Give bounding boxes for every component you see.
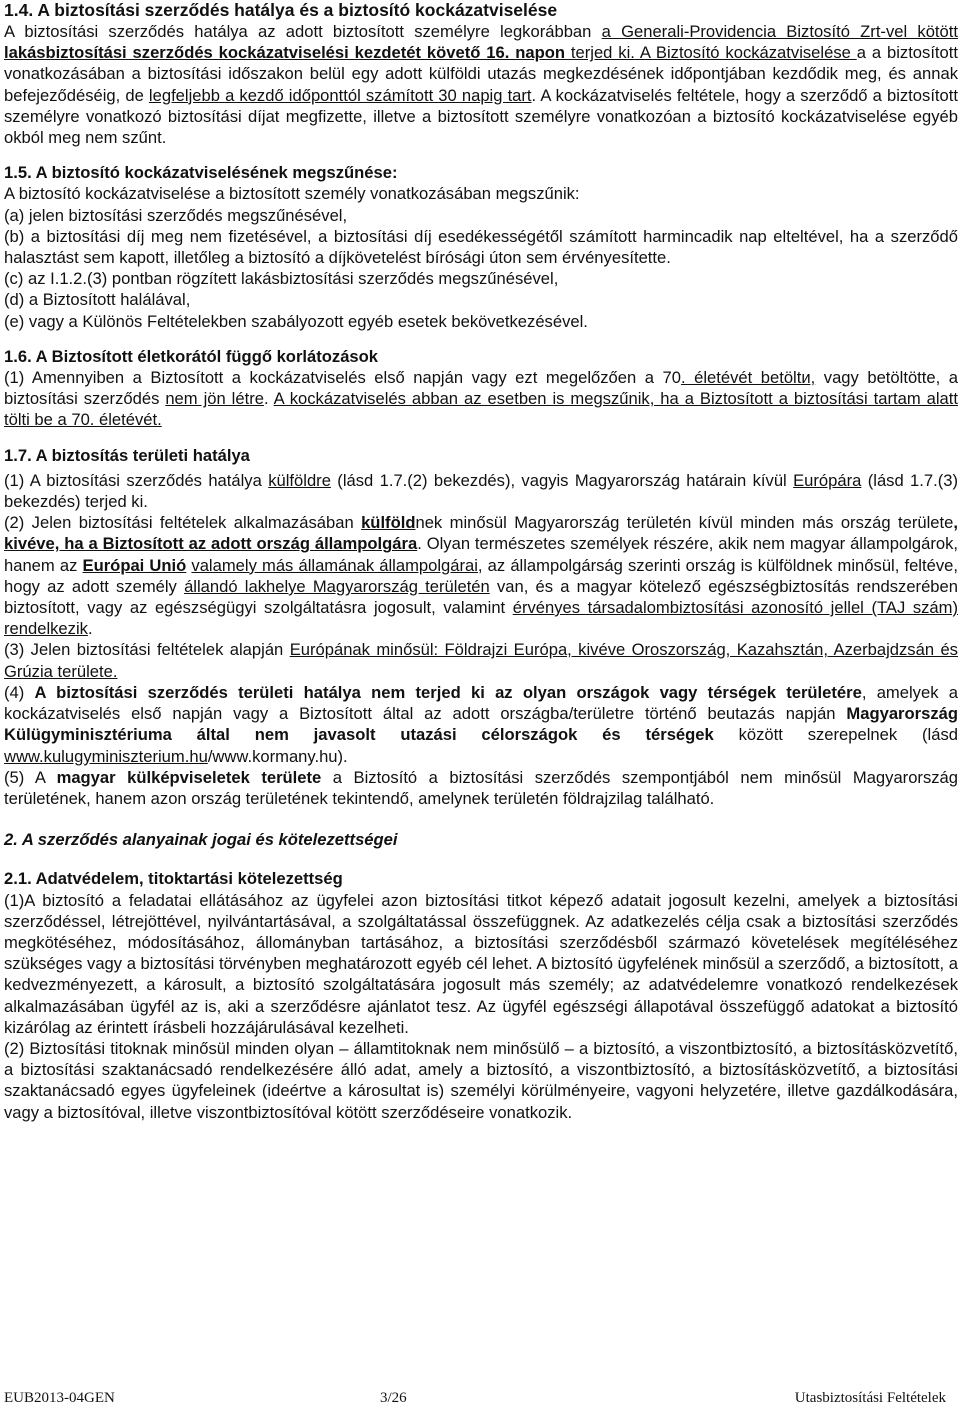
underlined-text: Európának minősül: Földrajzi Európa, kivéve Oroszország, Kazahsztán, Azerbajdzsán és Grúzia területe. [4, 640, 958, 681]
text-run: . Olyan természetes személyek részére, akik nem magyar állampolgárok, hanem az [4, 534, 958, 575]
text-run: (1) Amennyiben a Biztosított a kockázatviselés első napján vagy ezt megelőzően a 70 [4, 368, 681, 388]
underlined-text: A kockázatviselés abban az esetben is megszűnik, ha a Biztosított a biztosítási tartam alatt tölti be a 70. életévét. [4, 389, 958, 430]
section-1-5-line: (d) a Biztosított halálával, [4, 290, 191, 310]
section-1-5-line: (a) jelen biztosítási szerződés megszűnésével, [4, 205, 348, 225]
section-2-heading: 2. A szerződés alanyainak jogai és kötelezettségei [4, 830, 398, 850]
bold-text: Magyarország Külügyminisztériuma által nem javasolt utazási célországok és térségek [4, 704, 958, 745]
underlined-text: nem jön létre [165, 389, 264, 409]
underlined-text: érvényes társadalombiztosítási azonosító jellel (TAJ szám) rendelkezik [4, 598, 958, 639]
document-page [4, 0, 958, 1380]
footer-document-code: EUB2013-04GEN [4, 1390, 115, 1406]
section-2-1-paragraph-2: (2) Biztosítási titoknak minősül minden olyan – államtitoknak nem minősülő – a biztosító, a viszontbiztosító, a biztosításközvetítő, a biztosítási szaktanácsadó rendelkezésére álló adat, amely a biztosító, a viszontbiztosító, a biztosításközvetítő, a biztosítási szaktanácsadó egyes ügyfeleinek (ideértve a károsultat is) személyi körülményeire, vagyoni helyzetére, illetve gazdálkodására, vagy a biztosítóval, illetve viszontbiztosítóval kötött szerződéseire vonatkozik. [4, 1038, 958, 1122]
footer-page-number: 3/26 [380, 1390, 407, 1406]
bold-underlined-text: lakásbiztosítási szerződés kockázatviselési kezdetét követő 16. napon [4, 43, 566, 63]
section-1-5-line: (b) a biztosítási díj meg nem fizetésével, a biztosítási díj esedékességétől számított harmincadik nap elteltével, ha a szerződő halasztást sem kapott, illetőleg a biztosító a díjkövetelést bírósági úton sem érvényesítette. [4, 226, 958, 268]
text-run: (1) A biztosítási szerződés hatálya [4, 470, 269, 490]
section-1-7-paragraph-3 [4, 639, 958, 681]
underlined-text: A Biztosító kockázatviselése [634, 43, 857, 63]
text-run: vagy betöltötte, a biztosítási szerződés [4, 368, 958, 409]
text-run: (3) Jelen biztosítási feltételek alapján [4, 640, 290, 660]
underlined-text: a Generali-Providencia Biztosító Zrt-vel kötött [601, 22, 958, 41]
text-run: . [87, 619, 93, 639]
text-run: a Biztosító a biztosítási szerződés szempontjából nem minősül Magyarország területének, hanem azon ország területének tekintendő, amelynek területén földrajzilag található. [4, 767, 959, 808]
bold-text: A biztosítási szerződés területi hatálya nem terjed ki az olyan országok vagy térségek területére [34, 682, 862, 702]
section-1-5-heading: 1.5. A biztosító kockázatviselésének megszűnése: [4, 163, 398, 183]
section-2-1-paragraph-1: (1)A biztosító a feladatai ellátásához az ügyfelei azon biztosítási titkot képező adatait jogosult kezelni, amelyek a biztosítási szerződéssel, létrejöttével, nyilvántartásával, a szolgáltatással összefüggnek. Az adatkezelés célja csak a biztosítási szerződés megkötéséhez, módosításához, állományban tartásához, a biztosítási szerződésből származó követelések megítéléséhez szükséges vagy a biztosítási törvényben meghatározott egyéb cél lehet. A biztosító ügyfelének minősül a szerződő, a biztosított, a kedvezményezett, a károsult, a biztosító szolgáltatására jogosult más személy; az adatvédelemre vonatkozó rendelkezések alkalmazásában ügyfél az is, aki a szerződésre ajánlatot tesz. Az ügyfél egészségi állapotával összefüggő adatokat a biztosító kizárólag az érintett írásbeli hozzájárulásával kezelheti. [4, 890, 958, 1037]
section-1-6-paragraph [4, 367, 958, 431]
bold-underlined-text: Európai Unió [82, 555, 187, 575]
website-link[interactable]: www.kulugyminiszterium.hu [4, 746, 208, 766]
section-1-7-paragraph-2 [4, 512, 958, 639]
section-1-5-line: A biztosító kockázatviselése a biztosított személy vonatkozásában megszűnik: [4, 184, 580, 204]
text-run: (lásd 1.7.(3) bekezdés) terjed ki. [4, 470, 959, 512]
section-1-7-paragraph-5 [4, 767, 958, 809]
underlined-text: valamely más államának állampolgárai, [191, 555, 483, 575]
text-run: a a biztosított vonatkozásában a biztosítási időszakon belül egy adott külföldi utazás megkezdésének időpontjában kezdődik meg, és annak befejeződéséig, de [4, 43, 958, 105]
text-run: A biztosítási szerződés hatálya az adott biztosított személyre legkorábban [4, 22, 602, 41]
section-2-1-heading: 2.1. Adatvédelem, titoktartási kötelezettség [4, 869, 343, 889]
underlined-text: Európára [793, 470, 862, 490]
text-run: (5) A [4, 767, 57, 787]
underlined-text: külföldre [268, 470, 331, 490]
text-run: /www.kormany.hu). [207, 746, 348, 766]
text-run: között szerepelnek (lásd [713, 725, 959, 745]
text-run: az állampolgárság szerinti ország is külföldnek minősül, feltéve, hogy az adott személy [4, 555, 958, 596]
bold-underlined-text: külföld [361, 513, 416, 533]
section-1-4-paragraph [4, 21, 958, 148]
section-1-5-line: (e) vagy a Különös Feltételekben szabályozott egyéb esetek bekövetkezésével. [4, 311, 588, 331]
underlined-text: állandó lakhelye Magyarország területén [184, 576, 490, 596]
underlined-text: terjed ki. [565, 43, 635, 63]
text-run: (4) [4, 682, 35, 702]
underlined-text: legfeljebb a kezdő időponttól számított 30 napig tart [148, 85, 532, 105]
footer-document-title: Utasbiztosítási Feltételek [794, 1390, 946, 1406]
section-1-6-heading: 1.6. A Biztosított életkorától függő korlátozások [4, 346, 379, 366]
bold-text: magyar külképviseletek területe [56, 767, 322, 787]
text-run: van, és a magyar kötelező egészségbiztosítás rendszerében biztosított, vagy az egészségügyi szolgáltatásra jogosult, valamint [4, 576, 958, 618]
underlined-text: . életévét betöltи, [680, 368, 816, 388]
section-1-7-paragraph-1 [4, 470, 958, 512]
text-run: (lásd 1.7.(2) bekezdés), vagyis Magyarország határain kívül [330, 470, 794, 490]
page-footer [0, 1389, 960, 1408]
bold-underlined-text: , kivéve, ha a Biztosított az adott ország állampolgára [4, 513, 958, 554]
section-1-7-heading: 1.7. A biztosítás területi hatálya [4, 445, 250, 465]
text-run: . A kockázatviselés feltétele, hogy a szerződő a biztosított személyre vonatkozó biztosítási díjat megfizette, illetve a biztosított személyre vonatkozóan a biztosító kockázatviselése egyéb okból meg nem szűnt. [4, 85, 958, 148]
section-1-4-heading: 1.4. A biztosítási szerződés hatálya és a biztosító kockázatviselése [4, 0, 558, 20]
text-run: . [263, 389, 274, 409]
section-1-5-line: (c) az I.1.2.(3) pontban rögzített lakásbiztosítási szerződés megszűnésével, [4, 269, 559, 289]
text-run: nek minősül Magyarország területén kívül minden más ország területe [415, 513, 954, 533]
section-1-7-paragraph-4 [4, 682, 958, 767]
text-run: (2) Jelen biztosítási feltételek alkalmazásában [4, 513, 362, 533]
text-run: , amelyek a kockázatviselés első napján vagy a Biztosított által az adott országba/területre történő beutazás napján [4, 682, 958, 724]
